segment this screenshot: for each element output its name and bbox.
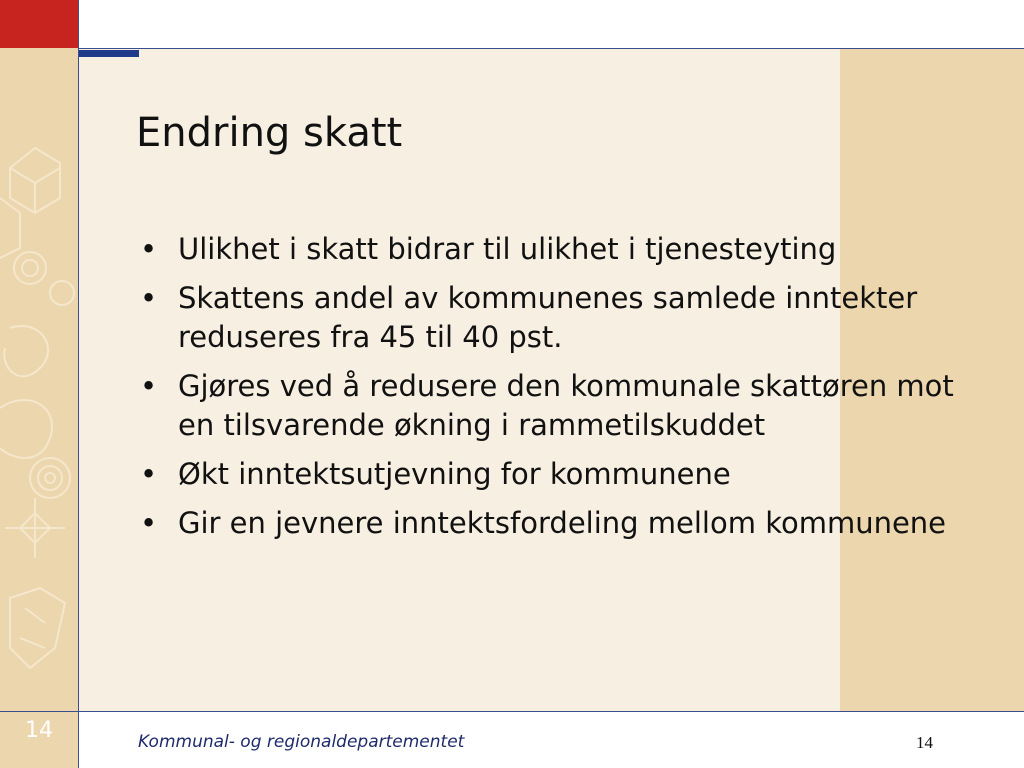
bullet-text: Økt inntektsutjevning for kommunene	[178, 457, 731, 491]
page-number: 14	[916, 733, 933, 752]
bullet-icon: •	[140, 369, 158, 403]
slide-title: Endring skatt	[136, 110, 403, 156]
department-name: Kommunal- og regionaldepartementet	[138, 732, 465, 752]
bullet-icon: •	[140, 457, 158, 491]
list-item	[140, 504, 980, 543]
bullet-text: Skattens andel av kommunenes samlede inntekter reduseres fra 45 til 40 pst.	[178, 281, 918, 354]
bullet-icon: •	[140, 281, 158, 315]
list-item	[140, 367, 980, 445]
bullet-icon: •	[140, 232, 158, 266]
bullet-list	[140, 230, 980, 553]
slide-number-badge: 14	[25, 718, 53, 743]
bullet-text: Ulikhet i skatt bidrar til ulikhet i tjenesteyting	[178, 232, 837, 266]
bullet-text: Gir en jevnere inntektsfordeling mellom kommunene	[178, 506, 947, 540]
bullet-text: Gjøres ved å redusere den kommunale skattøren mot en tilsvarende økning i rammetilskuddet	[178, 369, 954, 442]
header-bar	[79, 0, 1024, 48]
bullet-icon: •	[140, 506, 158, 540]
left-vertical-rule	[78, 0, 79, 768]
red-corner-block	[0, 0, 78, 48]
decorative-pattern-icon	[0, 48, 78, 711]
decorative-left-band	[0, 48, 78, 711]
list-item	[140, 455, 980, 494]
list-item	[140, 230, 980, 269]
blue-accent-bar	[79, 50, 139, 57]
list-item	[140, 279, 980, 357]
